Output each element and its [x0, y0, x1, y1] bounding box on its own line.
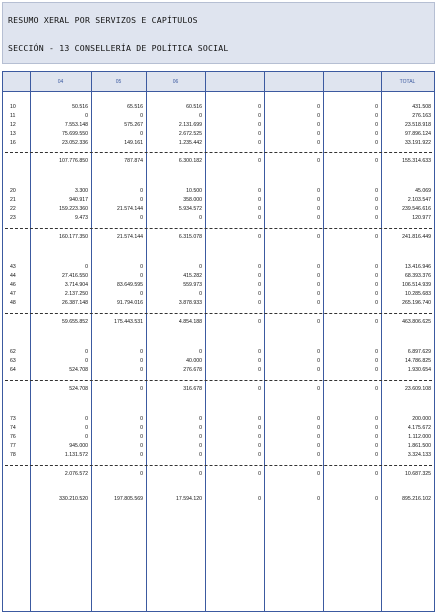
table-cell: 0 [258, 367, 261, 373]
table-cell: 431.508 [412, 104, 431, 110]
table-cell: 23.518.918 [405, 122, 431, 128]
table-row [3, 103, 434, 112]
table-cell: 1.235.442 [178, 140, 202, 146]
table-row [3, 205, 434, 214]
table-cell: 0 [140, 386, 143, 392]
table-cell: 0 [140, 113, 143, 119]
table-cell: 0 [317, 443, 320, 449]
table-cell: 3.878.933 [178, 300, 202, 306]
table-cell: 75.699.550 [62, 131, 88, 137]
table-cell: 65.516 [127, 104, 143, 110]
table-cell: 524.708 [69, 386, 88, 392]
table-cell: 0 [199, 264, 202, 270]
row-code: 48 [10, 300, 16, 306]
table-cell: 2.672.525 [178, 131, 202, 137]
table-row [3, 424, 434, 433]
row-code: 16 [10, 140, 16, 146]
table-cell: 6.897.629 [407, 349, 431, 355]
table-cell: 2.131.699 [178, 122, 202, 128]
table-cell: 155.314.633 [402, 158, 431, 164]
row-code: 73 [10, 416, 16, 422]
table-cell: 107.776.850 [59, 158, 88, 164]
row-code: 77 [10, 443, 16, 449]
table-row [3, 366, 434, 375]
table-cell: 149.161 [124, 140, 143, 146]
table-cell: 0 [375, 113, 378, 119]
table-cell: 895.216.102 [402, 496, 431, 502]
table-cell: 0 [140, 197, 143, 203]
table-cell: 200.000 [412, 416, 431, 422]
table-cell: 0 [375, 215, 378, 221]
subtotal-row [3, 385, 434, 394]
table-cell: 0 [375, 471, 378, 477]
table-cell: 0 [258, 319, 261, 325]
table-cell: 33.191.922 [405, 140, 431, 146]
table-cell: 358.000 [183, 197, 202, 203]
table-cell: 0 [199, 416, 202, 422]
table-cell: 0 [258, 122, 261, 128]
column-header: 05 [91, 72, 146, 92]
table-cell: 0 [375, 140, 378, 146]
table-cell: 0 [258, 234, 261, 240]
table-cell: 945.000 [69, 443, 88, 449]
table-cell: 10.285.683 [405, 291, 431, 297]
table-row [3, 451, 434, 460]
table-cell: 0 [258, 206, 261, 212]
table-row [3, 290, 434, 299]
table-cell: 0 [258, 131, 261, 137]
table-row [3, 357, 434, 366]
table-cell: 0 [258, 104, 261, 110]
table-cell: 1.861.500 [407, 443, 431, 449]
table-cell: 9.473 [75, 215, 88, 221]
table-cell: 0 [317, 367, 320, 373]
table-cell: 0 [258, 273, 261, 279]
table-cell: 0 [375, 206, 378, 212]
table-cell: 91.794.016 [117, 300, 143, 306]
table-cell: 0 [258, 434, 261, 440]
subtotal-divider [5, 152, 432, 153]
table-cell: 0 [375, 273, 378, 279]
table-cell: 0 [258, 264, 261, 270]
subtotal-row [3, 157, 434, 166]
row-code: 62 [10, 349, 16, 355]
table-cell: 316.678 [183, 386, 202, 392]
table-cell: 0 [375, 434, 378, 440]
table-cell: 0 [258, 452, 261, 458]
table-cell: 0 [258, 158, 261, 164]
table-cell: 1.131.572 [64, 452, 88, 458]
table-cell: 0 [317, 197, 320, 203]
table-cell: 0 [317, 264, 320, 270]
table-row [3, 139, 434, 148]
table-cell: 3.300 [75, 188, 88, 194]
table-cell: 0 [85, 416, 88, 422]
table-cell: 60.516 [186, 104, 202, 110]
table-cell: 13.416.946 [405, 264, 431, 270]
table-cell: 97.896.124 [405, 131, 431, 137]
table-cell: 276.163 [412, 113, 431, 119]
table-cell: 0 [258, 349, 261, 355]
table-cell: 0 [375, 416, 378, 422]
table-row [3, 415, 434, 424]
table-cell: 276.678 [183, 367, 202, 373]
table-cell: 3.714.904 [64, 282, 88, 288]
column-header [3, 72, 30, 92]
table-cell: 0 [258, 291, 261, 297]
table-cell: 0 [140, 452, 143, 458]
table-cell: 23.609.108 [405, 386, 431, 392]
column-header: 06 [146, 72, 205, 92]
report-title: RESUMO XERAL POR SERVIZOS E CAPÍTULOS [8, 15, 198, 25]
table-cell: 0 [140, 188, 143, 194]
row-code: 20 [10, 188, 16, 194]
table-cell: 0 [140, 358, 143, 364]
table-cell: 83.649.595 [117, 282, 143, 288]
table-cell: 0 [317, 282, 320, 288]
table-cell: 21.574.144 [117, 206, 143, 212]
table-cell: 0 [258, 140, 261, 146]
table-row [3, 299, 434, 308]
table-cell: 0 [375, 122, 378, 128]
table-cell: 6.300.182 [178, 158, 202, 164]
table-cell: 0 [258, 282, 261, 288]
table-cell: 940.917 [69, 197, 88, 203]
table-cell: 0 [375, 300, 378, 306]
table-cell: 0 [85, 425, 88, 431]
table-cell: 0 [199, 291, 202, 297]
table-row [3, 196, 434, 205]
table-cell: 10.687.325 [405, 471, 431, 477]
table-cell: 0 [199, 349, 202, 355]
row-code: 43 [10, 264, 16, 270]
table-cell: 0 [199, 215, 202, 221]
subtotal-divider [5, 228, 432, 229]
table-cell: 45.069 [415, 188, 431, 194]
table-cell: 0 [140, 273, 143, 279]
table-cell: 0 [258, 416, 261, 422]
table-cell: 5.934.572 [178, 206, 202, 212]
row-code: 47 [10, 291, 16, 297]
table-cell: 239.546.616 [402, 206, 431, 212]
table-cell: 0 [375, 131, 378, 137]
table-cell: 0 [258, 496, 261, 502]
table-cell: 0 [199, 452, 202, 458]
table-cell: 23.052.336 [62, 140, 88, 146]
table-cell: 0 [317, 104, 320, 110]
subtotal-row [3, 233, 434, 242]
table-cell: 0 [317, 416, 320, 422]
table-cell: 120.977 [412, 215, 431, 221]
table-cell: 0 [85, 358, 88, 364]
table-cell: 0 [317, 386, 320, 392]
row-code: 21 [10, 197, 16, 203]
table-cell: 524.708 [69, 367, 88, 373]
table-cell: 0 [317, 122, 320, 128]
table-cell: 0 [317, 358, 320, 364]
table-cell: 1.112.000 [408, 434, 431, 440]
table-cell: 106.514.939 [402, 282, 431, 288]
table-row [3, 433, 434, 442]
row-code: 74 [10, 425, 16, 431]
column-header [323, 72, 381, 92]
table-cell: 0 [140, 434, 143, 440]
table-cell: 0 [375, 158, 378, 164]
table-cell: 17.594.120 [176, 496, 202, 502]
table-row [3, 272, 434, 281]
table-cell: 0 [85, 264, 88, 270]
table-cell: 0 [258, 443, 261, 449]
table-row [3, 130, 434, 139]
table-cell: 559.973 [183, 282, 202, 288]
table-cell: 0 [317, 300, 320, 306]
table-cell: 0 [317, 291, 320, 297]
table-cell: 265.196.740 [402, 300, 431, 306]
table-cell: 0 [317, 234, 320, 240]
section-title: SECCIÓN - 13 CONSELLERÍA DE POLÍTICA SOCIAL [8, 43, 229, 53]
table-cell: 3.324.133 [407, 452, 431, 458]
table-cell: 0 [140, 443, 143, 449]
table-row [3, 187, 434, 196]
table-cell: 0 [317, 206, 320, 212]
row-code: 78 [10, 452, 16, 458]
table-row [3, 442, 434, 451]
row-code: 23 [10, 215, 16, 221]
table-cell: 0 [317, 273, 320, 279]
table-cell: 40.000 [186, 358, 202, 364]
table-cell: 0 [85, 349, 88, 355]
column-header [264, 72, 323, 92]
table-cell: 2.137.250 [64, 291, 88, 297]
table-cell: 0 [375, 319, 378, 325]
table-cell: 0 [258, 197, 261, 203]
table-cell: 0 [317, 425, 320, 431]
column-header: TOTAL [381, 72, 434, 92]
table-cell: 197.805.569 [114, 496, 143, 502]
report-header [2, 2, 435, 64]
table-cell: 0 [375, 104, 378, 110]
table-cell: 0 [140, 349, 143, 355]
row-code: 63 [10, 358, 16, 364]
table-cell: 0 [375, 443, 378, 449]
column-header [205, 72, 264, 92]
table-cell: 6.315.078 [178, 234, 202, 240]
grand-total-row [3, 495, 434, 504]
table-cell: 0 [85, 434, 88, 440]
table-cell: 1.930.654 [407, 367, 431, 373]
table-cell: 0 [375, 386, 378, 392]
table-cell: 0 [317, 496, 320, 502]
row-code: 12 [10, 122, 16, 128]
table-cell: 0 [199, 113, 202, 119]
table-cell: 10.500 [186, 188, 202, 194]
table-cell: 0 [258, 188, 261, 194]
table-cell: 0 [258, 300, 261, 306]
table-cell: 160.177.350 [59, 234, 88, 240]
table-cell: 0 [317, 113, 320, 119]
table-cell: 241.816.449 [402, 234, 431, 240]
table-cell: 0 [375, 496, 378, 502]
table-row [3, 121, 434, 130]
table-cell: 0 [140, 416, 143, 422]
table-row [3, 348, 434, 357]
table-cell: 0 [317, 319, 320, 325]
table-cell: 0 [317, 158, 320, 164]
table-cell: 27.416.550 [62, 273, 88, 279]
table-cell: 415.282 [183, 273, 202, 279]
row-code: 13 [10, 131, 16, 137]
column-header: 04 [30, 72, 91, 92]
table-cell: 787.874 [124, 158, 143, 164]
table-cell: 0 [258, 471, 261, 477]
subtotal-divider [5, 313, 432, 314]
table-cell: 0 [199, 471, 202, 477]
table-cell: 0 [140, 264, 143, 270]
table-cell: 0 [375, 291, 378, 297]
subtotal-divider [5, 465, 432, 466]
table-cell: 463.806.625 [402, 319, 431, 325]
summary-table [2, 71, 435, 612]
table-cell: 0 [375, 452, 378, 458]
table-cell: 14.786.825 [405, 358, 431, 364]
table-cell: 0 [375, 367, 378, 373]
table-cell: 0 [258, 215, 261, 221]
table-cell: 0 [258, 425, 261, 431]
table-cell: 0 [375, 358, 378, 364]
table-cell: 0 [317, 215, 320, 221]
table-cell: 0 [375, 197, 378, 203]
table-cell: 159.223.360 [59, 206, 88, 212]
row-code: 46 [10, 282, 16, 288]
subtotal-divider [5, 380, 432, 381]
table-cell: 0 [317, 188, 320, 194]
table-cell: 0 [140, 471, 143, 477]
table-cell: 0 [317, 131, 320, 137]
table-cell: 0 [317, 471, 320, 477]
table-cell: 4.854.188 [178, 319, 202, 325]
table-row [3, 281, 434, 290]
table-cell: 7.553.148 [64, 122, 88, 128]
table-cell: 0 [140, 367, 143, 373]
table-cell: 0 [375, 188, 378, 194]
table-cell: 0 [140, 215, 143, 221]
table-cell: 0 [258, 113, 261, 119]
table-cell: 0 [140, 291, 143, 297]
table-cell: 0 [140, 131, 143, 137]
table-row [3, 112, 434, 121]
subtotal-row [3, 470, 434, 479]
table-cell: 0 [375, 264, 378, 270]
table-cell: 2.103.547 [407, 197, 431, 203]
table-cell: 0 [199, 434, 202, 440]
row-code: 44 [10, 273, 16, 279]
row-code: 10 [10, 104, 16, 110]
table-cell: 0 [199, 425, 202, 431]
table-cell: 575.267 [124, 122, 143, 128]
table-cell: 0 [140, 425, 143, 431]
table-cell: 0 [258, 386, 261, 392]
table-cell: 59.655.852 [62, 319, 88, 325]
table-cell: 0 [85, 113, 88, 119]
table-row [3, 214, 434, 223]
table-cell: 68.393.376 [405, 273, 431, 279]
table-cell: 4.175.672 [407, 425, 431, 431]
row-code: 22 [10, 206, 16, 212]
subtotal-row [3, 318, 434, 327]
row-code: 64 [10, 367, 16, 373]
table-cell: 0 [258, 358, 261, 364]
table-cell: 0 [317, 349, 320, 355]
table-cell: 50.516 [72, 104, 88, 110]
table-cell: 330.210.520 [59, 496, 88, 502]
table-cell: 2.076.572 [64, 471, 88, 477]
table-row [3, 263, 434, 272]
table-cell: 0 [375, 349, 378, 355]
table-cell: 0 [199, 443, 202, 449]
table-cell: 175.443.531 [114, 319, 143, 325]
row-code: 76 [10, 434, 16, 440]
table-cell: 21.574.144 [117, 234, 143, 240]
table-cell: 0 [317, 452, 320, 458]
table-cell: 0 [317, 434, 320, 440]
table-cell: 0 [375, 234, 378, 240]
table-cell: 26.387.148 [62, 300, 88, 306]
table-cell: 0 [375, 425, 378, 431]
table-cell: 0 [375, 282, 378, 288]
row-code: 11 [10, 113, 16, 119]
table-cell: 0 [317, 140, 320, 146]
